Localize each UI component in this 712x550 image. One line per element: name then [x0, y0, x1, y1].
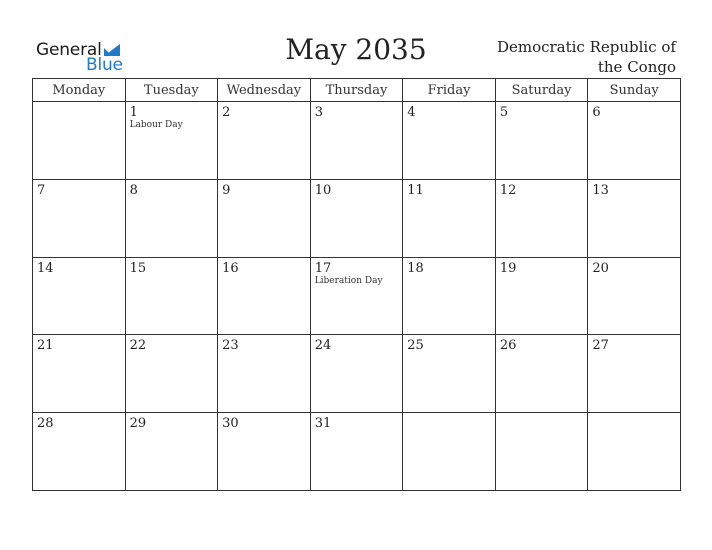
empty-day-cell — [588, 413, 681, 491]
day-number: 24 — [314, 338, 332, 354]
country-line-1: Democratic Republic of — [496, 38, 676, 56]
day-cell[interactable] — [495, 335, 588, 413]
day-cell[interactable] — [310, 102, 403, 180]
day-number: 8 — [129, 182, 138, 198]
day-cell[interactable] — [495, 257, 588, 335]
day-cell[interactable] — [125, 179, 218, 257]
day-number: 26 — [499, 338, 517, 354]
day-number: 15 — [129, 260, 147, 276]
calendar-body — [33, 102, 681, 491]
calendar-title: May 2035 — [285, 33, 427, 66]
day-cell[interactable] — [310, 179, 403, 257]
day-number: 4 — [407, 105, 416, 120]
weekday-header-tuesday: Tuesday — [125, 79, 218, 102]
weekday-header-monday: Monday — [33, 79, 126, 102]
week-row — [33, 413, 681, 491]
day-cell[interactable] — [403, 257, 496, 335]
day-number: 27 — [592, 338, 609, 354]
day-cell[interactable] — [588, 179, 681, 257]
day-number: 10 — [314, 182, 332, 198]
day-number: 16 — [222, 260, 239, 276]
day-cell[interactable] — [218, 102, 311, 180]
day-cell[interactable] — [218, 257, 311, 335]
week-row — [33, 102, 681, 180]
week-row — [33, 257, 681, 335]
generalblue-logo — [36, 40, 136, 74]
day-cell[interactable] — [310, 413, 403, 491]
day-number: 7 — [37, 182, 46, 198]
day-number: 11 — [407, 182, 424, 198]
day-cell[interactable] — [33, 179, 126, 257]
day-number: 21 — [37, 338, 54, 354]
day-cell[interactable] — [588, 257, 681, 335]
day-cell[interactable] — [403, 335, 496, 413]
day-cell[interactable] — [125, 102, 218, 180]
logo-word-blue: Blue — [86, 55, 123, 75]
day-number: 28 — [37, 416, 54, 432]
day-number: 6 — [592, 105, 601, 120]
day-number: 23 — [222, 338, 239, 354]
day-number: 12 — [499, 182, 517, 198]
country-name — [456, 37, 676, 77]
day-cell[interactable] — [33, 413, 126, 491]
day-cell[interactable] — [218, 179, 311, 257]
day-number: 25 — [407, 338, 424, 354]
weekday-header-saturday: Saturday — [495, 79, 588, 102]
day-number: 14 — [37, 260, 54, 276]
month-calendar — [32, 78, 681, 491]
day-number: 19 — [499, 260, 517, 276]
empty-day-cell — [403, 413, 496, 491]
day-number: 29 — [129, 416, 147, 432]
day-number: 18 — [407, 260, 424, 276]
day-cell[interactable] — [125, 413, 218, 491]
day-cell[interactable] — [125, 335, 218, 413]
day-cell[interactable] — [33, 257, 126, 335]
weekday-header-friday: Friday — [403, 79, 496, 102]
day-number: 3 — [314, 105, 323, 120]
day-number: 17 — [314, 260, 332, 276]
empty-day-cell — [495, 413, 588, 491]
day-cell[interactable] — [310, 257, 403, 335]
weekday-header-thursday: Thursday — [310, 79, 403, 102]
day-cell[interactable] — [403, 102, 496, 180]
day-cell[interactable] — [310, 335, 403, 413]
day-number: 5 — [499, 105, 509, 120]
week-row — [33, 179, 681, 257]
holiday-label: Liberation Day — [314, 275, 383, 286]
day-number: 31 — [314, 416, 332, 432]
day-cell[interactable] — [588, 102, 681, 180]
weekday-header-sunday: Sunday — [588, 79, 681, 102]
empty-day-cell — [33, 102, 126, 180]
day-number: 13 — [592, 182, 609, 198]
day-number: 22 — [129, 338, 147, 354]
day-number: 20 — [592, 260, 609, 276]
holiday-label: Labour Day — [129, 120, 183, 130]
weekday-header-row — [33, 79, 681, 102]
week-row — [33, 335, 681, 413]
day-number: 1 — [129, 105, 138, 120]
day-number: 2 — [222, 105, 231, 120]
day-cell[interactable] — [403, 179, 496, 257]
day-cell[interactable] — [495, 102, 588, 180]
day-cell[interactable] — [588, 335, 681, 413]
day-cell[interactable] — [125, 257, 218, 335]
day-cell[interactable] — [495, 179, 588, 257]
day-number: 30 — [222, 416, 239, 432]
day-cell[interactable] — [218, 413, 311, 491]
day-number: 9 — [222, 182, 231, 198]
logo-word-general: General — [36, 40, 102, 60]
country-line-2: the Congo — [597, 58, 676, 76]
weekday-header-wednesday: Wednesday — [218, 79, 311, 102]
day-cell[interactable] — [33, 335, 126, 413]
day-cell[interactable] — [218, 335, 311, 413]
